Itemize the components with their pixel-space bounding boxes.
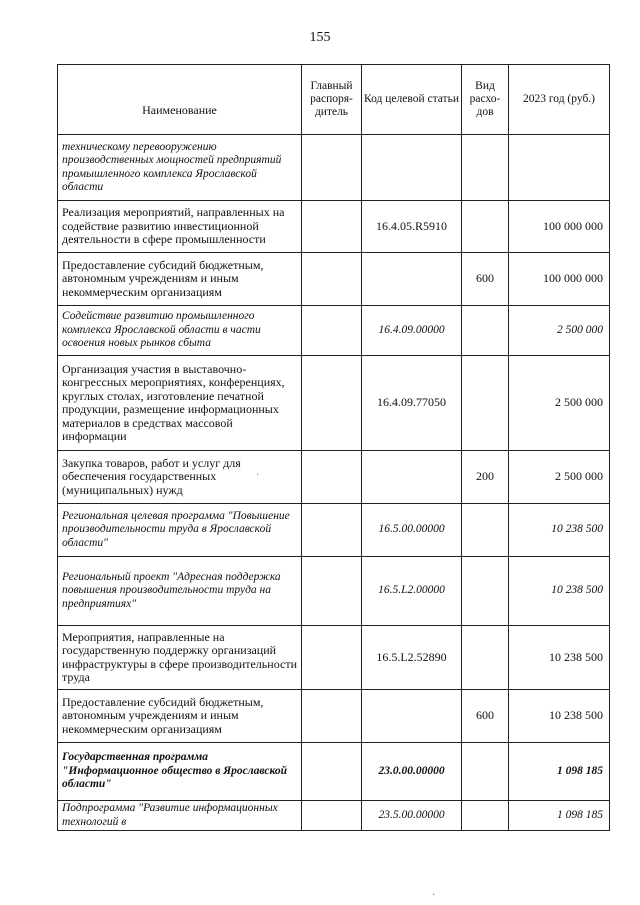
cell-kind: [462, 201, 509, 253]
cell-manager: [302, 306, 362, 356]
cell-manager: [302, 801, 362, 831]
cell-amount: 2 500 000: [509, 451, 610, 504]
cell-kind: 600: [462, 253, 509, 306]
cell-amount: [509, 135, 610, 201]
cell-kind: 600: [462, 690, 509, 743]
table-header-row: [58, 65, 610, 135]
cell-kind: [462, 356, 509, 451]
table-row: [58, 306, 610, 356]
cell-kind: 200: [462, 451, 509, 504]
header-manager: Главный распоря-дитель: [302, 65, 362, 135]
cell-kind: [462, 504, 509, 557]
cell-kind: [462, 306, 509, 356]
page-number: 155: [309, 30, 331, 45]
cell-amount: 100 000 000: [509, 253, 610, 306]
cell-code: [362, 451, 462, 504]
cell-code: 16.5.00.00000: [362, 504, 462, 557]
cell-amount: 2 500 000: [509, 306, 610, 356]
table-row: [58, 135, 610, 201]
cell-amount: 100 000 000: [509, 201, 610, 253]
table-row: [58, 356, 610, 451]
cell-code: [362, 253, 462, 306]
cell-code: 16.4.09.00000: [362, 306, 462, 356]
cell-code: [362, 690, 462, 743]
scan-speck: ·: [256, 470, 260, 481]
cell-kind: [462, 135, 509, 201]
budget-table: [57, 64, 610, 831]
header-kind: Вид расхо-дов: [462, 65, 509, 135]
cell-amount: 10 238 500: [509, 626, 610, 690]
cell-name: Региональный проект "Адресная поддержка повышения производительности труда на предприятиях": [58, 557, 302, 626]
cell-kind: [462, 743, 509, 801]
cell-manager: [302, 253, 362, 306]
cell-manager: [302, 743, 362, 801]
header-amount: 2023 год (руб.): [509, 65, 610, 135]
cell-manager: [302, 356, 362, 451]
cell-name: Содействие развитию промышленного комплекса Ярославской области в части освоения новых рынков сбыта: [58, 306, 302, 356]
cell-name: техническому перевооружению производственных мощностей предприятий промышленного комплекса Ярославской области: [58, 135, 302, 201]
cell-code: 23.0.00.00000: [362, 743, 462, 801]
cell-code: 16.5.L2.52890: [362, 626, 462, 690]
cell-manager: [302, 690, 362, 743]
cell-code: 16.5.L2.00000: [362, 557, 462, 626]
table-row: [58, 504, 610, 557]
cell-manager: [302, 626, 362, 690]
table-row: [58, 626, 610, 690]
cell-kind: [462, 801, 509, 831]
header-name: Наименование: [58, 65, 302, 135]
cell-code: 23.5.00.00000: [362, 801, 462, 831]
cell-manager: [302, 451, 362, 504]
cell-manager: [302, 135, 362, 201]
table-row: [58, 690, 610, 743]
cell-name: Закупка товаров, работ и услуг для обеспечения государственных (муниципальных) нужд: [58, 451, 302, 504]
cell-manager: [302, 201, 362, 253]
cell-name: Реализация мероприятий, направленных на содействие развитию инвестиционной деятельности в сфере промышленности: [58, 201, 302, 253]
table-row: [58, 451, 610, 504]
cell-amount: 1 098 185: [509, 801, 610, 831]
cell-amount: 1 098 185: [509, 743, 610, 801]
cell-name: Мероприятия, направленные на государственную поддержку организаций инфраструктуры в сфере производительности труда: [58, 626, 302, 690]
cell-amount: 10 238 500: [509, 557, 610, 626]
cell-name: Государственная программа "Информационное общество в Ярославской области": [58, 743, 302, 801]
header-code: Код целевой статьи: [362, 65, 462, 135]
cell-name: Организация участия в выставочно-конгрессных мероприятиях, конференциях, круглых столах, изготовление печатной продукции, размещение информационных материалов в средствах массовой информации: [58, 356, 302, 451]
cell-name: Подпрограмма "Развитие информационных технологий в: [58, 801, 302, 831]
scan-speck: ·: [432, 890, 436, 901]
cell-name: Предоставление субсидий бюджетным, автономным учреждениям и иным некоммерческим организациям: [58, 690, 302, 743]
cell-amount: 2 500 000: [509, 356, 610, 451]
cell-code: [362, 135, 462, 201]
cell-manager: [302, 557, 362, 626]
cell-manager: [302, 504, 362, 557]
cell-kind: [462, 557, 509, 626]
table-row: [58, 557, 610, 626]
cell-amount: 10 238 500: [509, 690, 610, 743]
cell-code: 16.4.05.R5910: [362, 201, 462, 253]
table-row: [58, 801, 610, 831]
cell-code: 16.4.09.77050: [362, 356, 462, 451]
cell-amount: 10 238 500: [509, 504, 610, 557]
table-row: [58, 253, 610, 306]
table-row: [58, 743, 610, 801]
cell-kind: [462, 626, 509, 690]
table-row: [58, 201, 610, 253]
cell-name: Предоставление субсидий бюджетным, автономным учреждениям и иным некоммерческим организациям: [58, 253, 302, 306]
cell-name: Региональная целевая программа "Повышение производительности труда в Ярославской области": [58, 504, 302, 557]
